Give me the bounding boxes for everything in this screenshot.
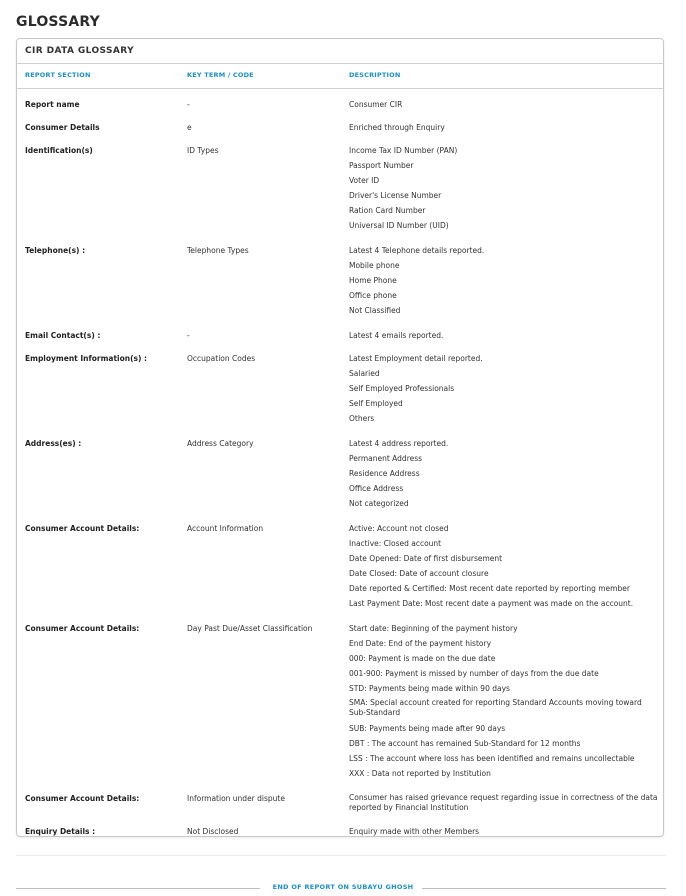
report-footer bbox=[16, 883, 666, 893]
description-cell bbox=[349, 143, 661, 233]
report-section-cell: Enquiry Details : bbox=[25, 827, 96, 836]
column-header-key-term: KEY TERM / CODE bbox=[187, 71, 254, 79]
report-section-cell: Address(es) : bbox=[25, 439, 82, 448]
description-line: Latest Employment detail reported. bbox=[349, 354, 483, 363]
description-line: Latest 4 address reported. bbox=[349, 439, 449, 448]
description-line: Others bbox=[349, 414, 375, 423]
description-line: Residence Address bbox=[349, 469, 420, 478]
description-line: SMA: Special account created for reporting Standard Accounts moving toward Sub-Standard bbox=[349, 698, 642, 717]
key-term-cell: - bbox=[187, 331, 190, 340]
page-title: GLOSSARY bbox=[16, 14, 100, 30]
description-line: 000: Payment is made on the due date bbox=[349, 654, 496, 663]
description-line: Active: Account not closed bbox=[349, 524, 449, 533]
report-section-cell: Consumer Account Details: bbox=[25, 524, 140, 533]
table-row bbox=[17, 824, 663, 846]
description-cell bbox=[349, 328, 661, 343]
key-term-cell: e bbox=[187, 123, 192, 132]
description-line: 001-900: Payment is missed by number of days from the due date bbox=[349, 669, 599, 678]
description-line: Latest 4 emails reported. bbox=[349, 331, 444, 340]
footer-rule-left bbox=[16, 888, 260, 889]
description-line: Office phone bbox=[349, 291, 397, 300]
footer-text: END OF REPORT ON SUBAYU GHOSH bbox=[272, 883, 414, 891]
description-line: Consumer CIR bbox=[349, 100, 403, 109]
description-line: Passport Number bbox=[349, 161, 414, 170]
description-cell bbox=[349, 243, 661, 318]
description-line: Latest 4 Telephone details reported. bbox=[349, 246, 485, 255]
description-cell bbox=[349, 120, 661, 135]
report-section-cell: Telephone(s) : bbox=[25, 246, 86, 255]
key-term-cell: Day Past Due/Asset Classification bbox=[187, 624, 313, 633]
description-line: Income Tax ID Number (PAN) bbox=[349, 146, 458, 155]
table-row bbox=[17, 791, 663, 824]
key-term-cell: Address Category bbox=[187, 439, 254, 448]
description-line: Voter ID bbox=[349, 176, 380, 185]
description-cell bbox=[349, 436, 661, 511]
description-line: Inactive: Closed account bbox=[349, 539, 442, 548]
report-section-cell: Email Contact(s) : bbox=[25, 331, 101, 340]
description-line: Self Employed bbox=[349, 399, 403, 408]
description-line: Enriched through Enquiry bbox=[349, 123, 445, 132]
section-divider bbox=[16, 855, 666, 856]
report-section-cell: Identification(s) bbox=[25, 146, 93, 155]
description-line: Date Closed: Date of account closure bbox=[349, 569, 489, 578]
table-row bbox=[17, 120, 663, 143]
description-cell bbox=[349, 351, 661, 426]
column-header-description: DESCRIPTION bbox=[349, 71, 401, 79]
description-line: XXX : Data not reported by Institution bbox=[349, 769, 491, 778]
report-section-cell: Consumer Account Details: bbox=[25, 794, 140, 803]
table-row bbox=[17, 351, 663, 436]
key-term-cell: Information under dispute bbox=[187, 794, 285, 803]
description-cell bbox=[349, 521, 661, 611]
report-section-cell: Consumer Details bbox=[25, 123, 100, 132]
table-row bbox=[17, 243, 663, 328]
description-line: Self Employed Professionals bbox=[349, 384, 455, 393]
key-term-cell: Not Disclosed bbox=[187, 827, 239, 836]
description-line: End Date: End of the payment history bbox=[349, 639, 492, 648]
column-headers bbox=[17, 64, 663, 88]
description-line: Last Payment Date: Most recent date a payment was made on the account. bbox=[349, 599, 634, 608]
report-section-cell: Report name bbox=[25, 100, 80, 109]
description-line: Driver's License Number bbox=[349, 191, 442, 200]
description-line: Mobile phone bbox=[349, 261, 400, 270]
key-term-cell: Telephone Types bbox=[187, 246, 249, 255]
description-cell bbox=[349, 97, 661, 112]
description-line: LSS : The account where loss has been identified and remains uncollectable bbox=[349, 754, 635, 763]
table-row bbox=[17, 97, 663, 120]
table-row bbox=[17, 621, 663, 791]
table-row bbox=[17, 143, 663, 243]
description-line: STD: Payments being made within 90 days bbox=[349, 684, 510, 693]
key-term-cell: Account Information bbox=[187, 524, 264, 533]
table-row bbox=[17, 328, 663, 351]
description-line: Ration Card Number bbox=[349, 206, 426, 215]
glossary-panel bbox=[16, 38, 664, 837]
description-line: Consumer has raised grievance request regarding issue in correctness of the data reported by Financial Institution bbox=[349, 793, 658, 812]
footer-rule-right bbox=[422, 888, 666, 889]
description-cell bbox=[349, 621, 661, 781]
description-line: Not Classified bbox=[349, 306, 401, 315]
description-cell bbox=[349, 791, 661, 816]
key-term-cell: Occupation Codes bbox=[187, 354, 256, 363]
panel-title: CIR DATA GLOSSARY bbox=[17, 39, 663, 64]
description-line: Enquiry made with other Members bbox=[349, 827, 480, 836]
table-row bbox=[17, 436, 663, 521]
key-term-cell: - bbox=[187, 100, 190, 109]
table-row bbox=[17, 521, 663, 621]
description-cell bbox=[349, 824, 661, 839]
description-line: Salaried bbox=[349, 369, 380, 378]
key-term-cell: ID Types bbox=[187, 146, 219, 155]
description-line: Home Phone bbox=[349, 276, 397, 285]
glossary-rows bbox=[17, 89, 663, 846]
description-line: DBT : The account has remained Sub-Standard for 12 months bbox=[349, 739, 581, 748]
report-section-cell: Consumer Account Details: bbox=[25, 624, 140, 633]
description-line: Date reported & Certified: Most recent date reported by reporting member bbox=[349, 584, 630, 593]
description-line: Not categorized bbox=[349, 499, 409, 508]
description-line: Permanent Address bbox=[349, 454, 423, 463]
column-header-report-section: REPORT SECTION bbox=[25, 71, 91, 79]
description-line: SUB: Payments being made after 90 days bbox=[349, 724, 506, 733]
description-line: Start date: Beginning of the payment history bbox=[349, 624, 518, 633]
description-line: Office Address bbox=[349, 484, 404, 493]
report-section-cell: Employment Information(s) : bbox=[25, 354, 148, 363]
description-line: Date Opened: Date of first disbursement bbox=[349, 554, 503, 563]
description-line: Universal ID Number (UID) bbox=[349, 221, 449, 230]
